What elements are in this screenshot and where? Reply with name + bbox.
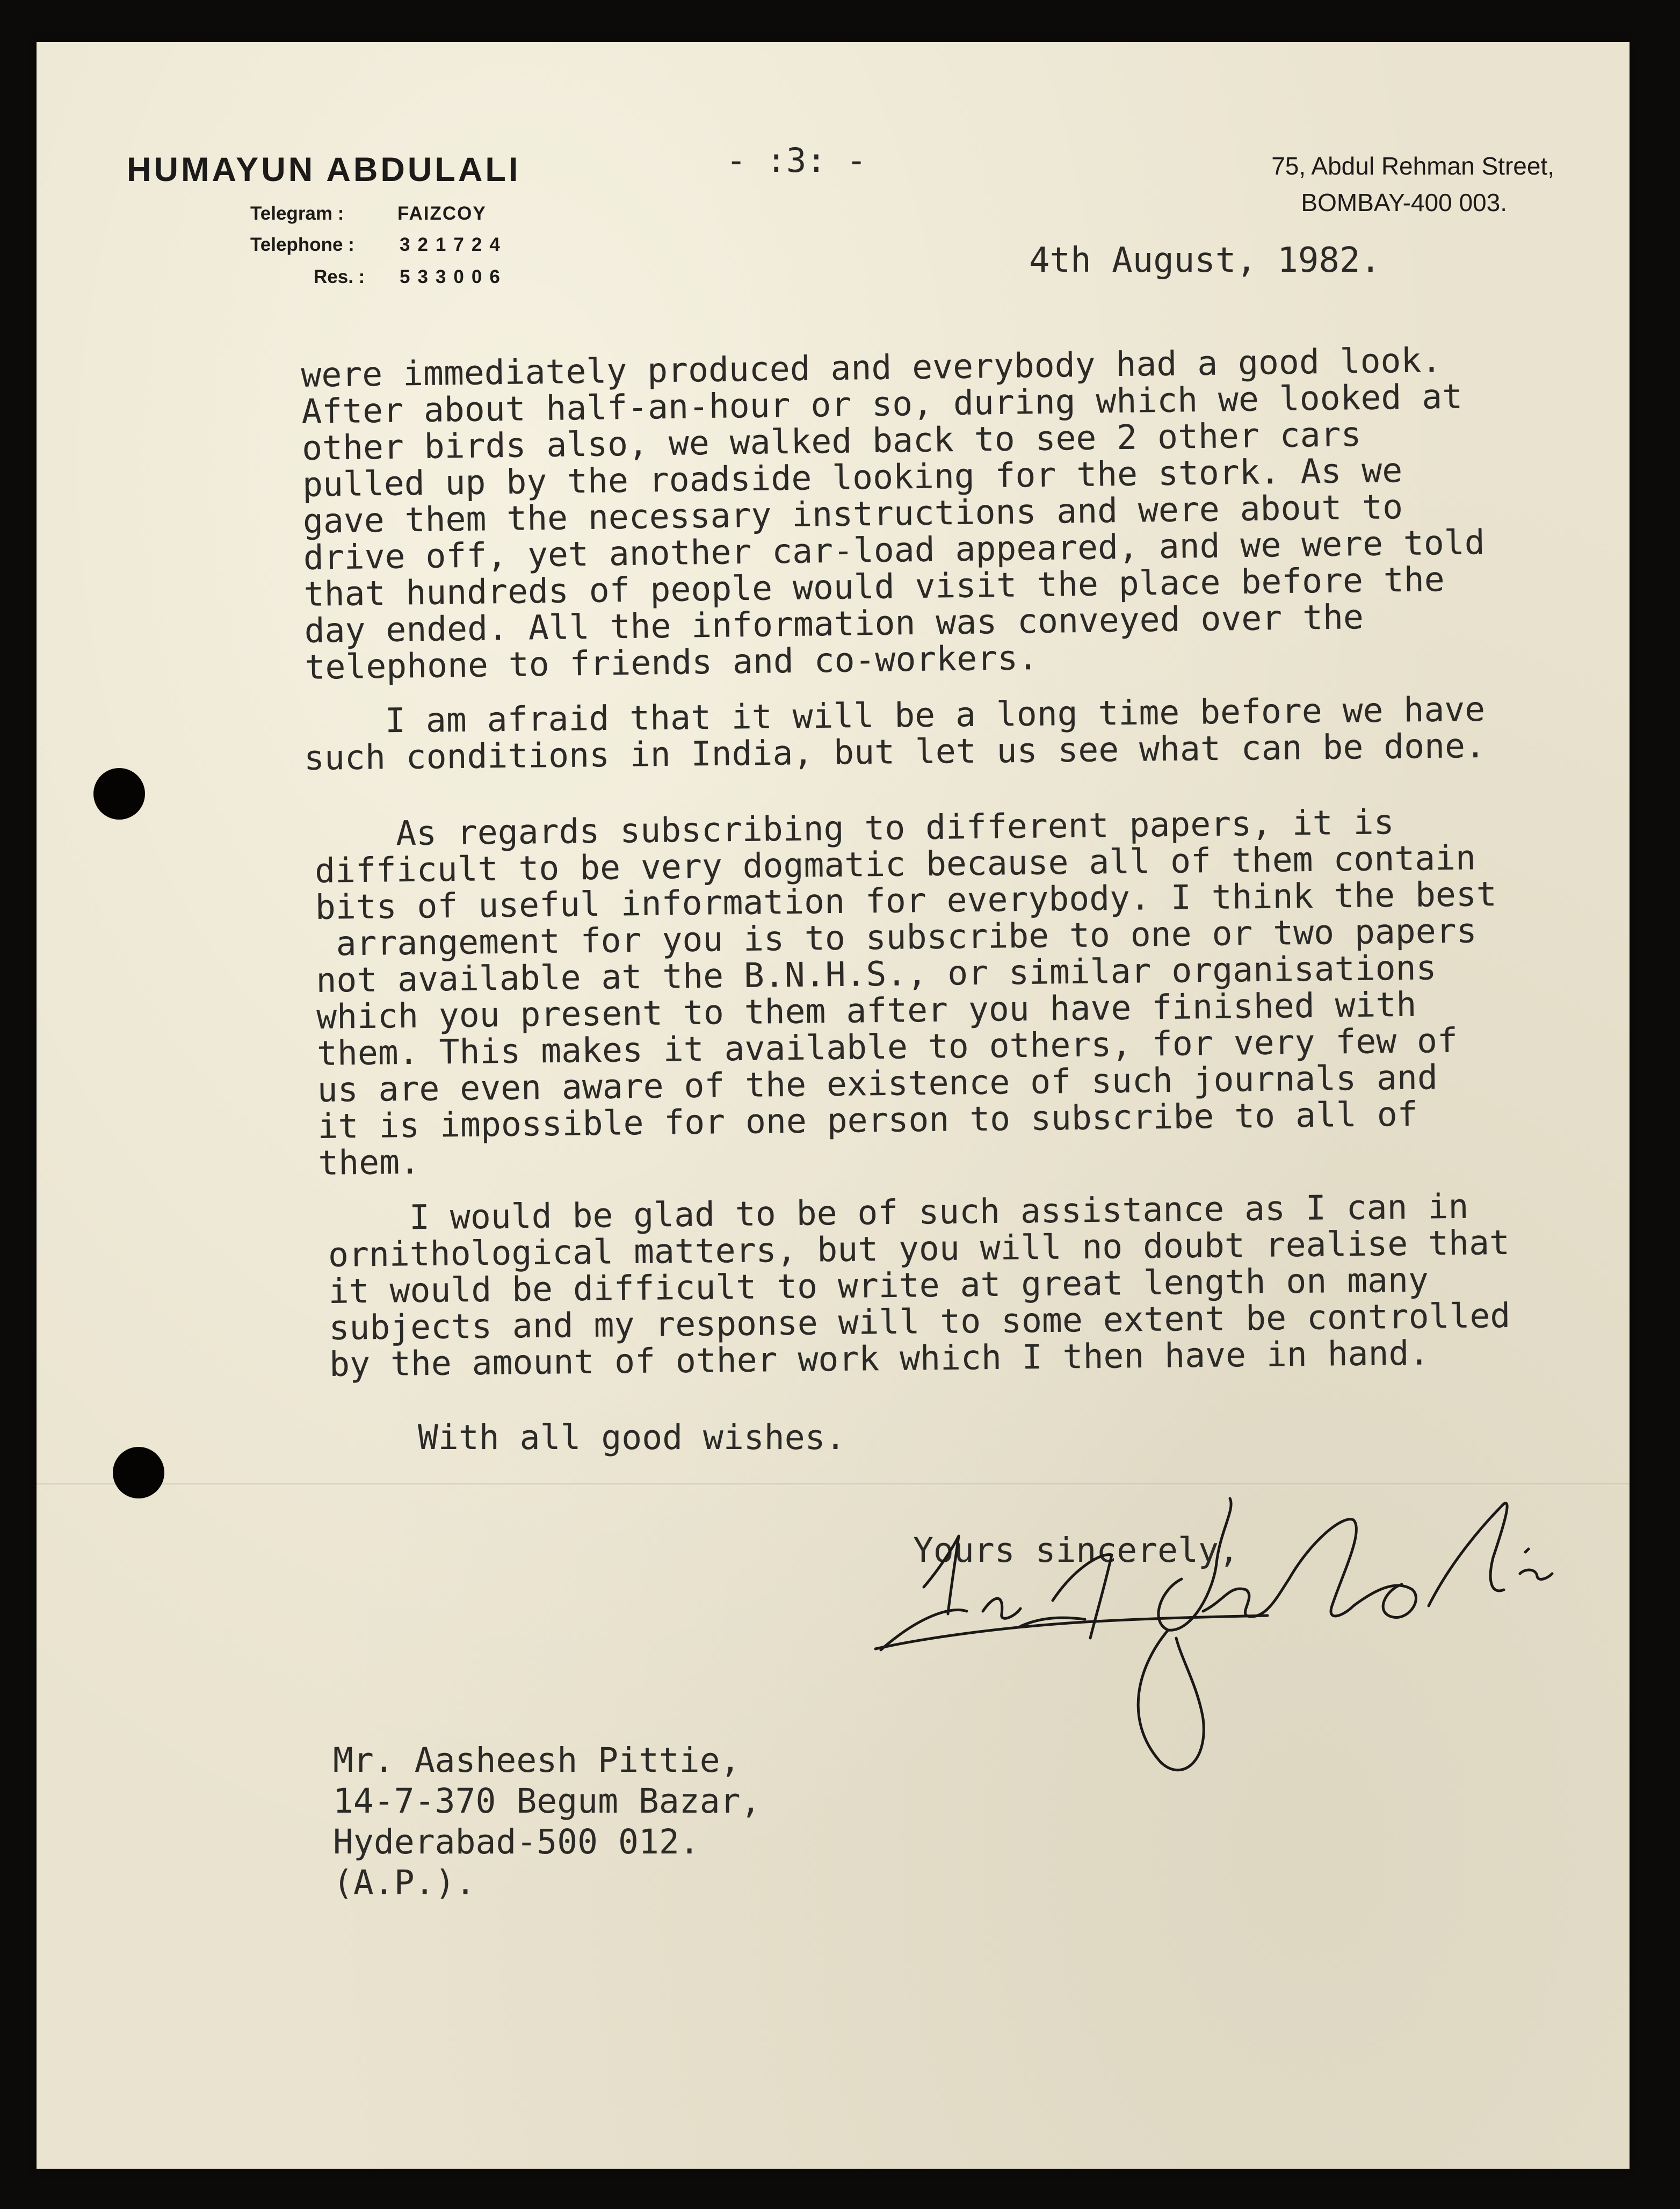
page-marker: - :3: - xyxy=(726,141,867,180)
body-paragraph-4: I would be glad to be of such assistance as I can in ornithological matters, but you will no doubt realise that it would be difficult to write at great length on many subjects and my response will to some extent be controlled by the amount of other work which I then have in hand. xyxy=(327,1186,1511,1384)
letterhead-name: HUMAYUN ABDULALI xyxy=(127,151,521,189)
telegram-label: Telegram : xyxy=(250,203,344,224)
telephone-label: Telephone : xyxy=(250,234,354,255)
body-paragraph-1: were immediately produced and everybody had a good look. After about half-an-hour or so, during which we looked at other birds also, we walked back to see 2 other cars pulled up by the roadside looking for the stork. As we gave them the necessary instructions and were about to drive off, yet another car-load appeared, and we were told that hundreds of people would visit the place before the day ended. All the information was conveyed over the telephone to friends and co-workers. xyxy=(300,341,1486,687)
residence-value: 533006 xyxy=(400,266,508,287)
closing-wishes: With all good wishes. xyxy=(418,1418,846,1457)
body-paragraph-3: As regards subscribing to different papers, it is difficult to be very dogmatic because all of them contain bits of useful information for everybody. I think the best arrangement for you is to subscribe to one or two papers not available at the B.N.H.S., or similar organisations which you present to them after you have finished with them. This makes it available to others, for very few of us are even aware of the existence of such journals and it is impossible for one person to subscribe to all of them. xyxy=(314,802,1497,1183)
letterhead-address-line1: 75, Abdul Rehman Street, xyxy=(1271,152,1554,180)
punch-hole-icon xyxy=(93,768,145,820)
telegram-value: FAIZCOY xyxy=(397,203,487,224)
telephone-value: 321724 xyxy=(400,234,508,255)
handwritten-signature xyxy=(859,1482,1643,1783)
punch-hole-icon xyxy=(113,1447,164,1498)
residence-label: Res. : xyxy=(314,266,365,287)
closing-salutation: Yours sincerely, xyxy=(913,1531,1239,1570)
letter-date: 4th August, 1982. xyxy=(1029,241,1381,280)
letterhead-address-line2: BOMBAY-400 003. xyxy=(1301,189,1507,216)
recipient-address: Mr. Aasheesh Pittie, 14-7-370 Begum Bazar, Hyderabad-500 012. (A.P.). xyxy=(333,1741,761,1902)
body-paragraph-2: I am afraid that it will be a long time before we have such conditions in India, but let us see what can be done. xyxy=(303,689,1486,778)
